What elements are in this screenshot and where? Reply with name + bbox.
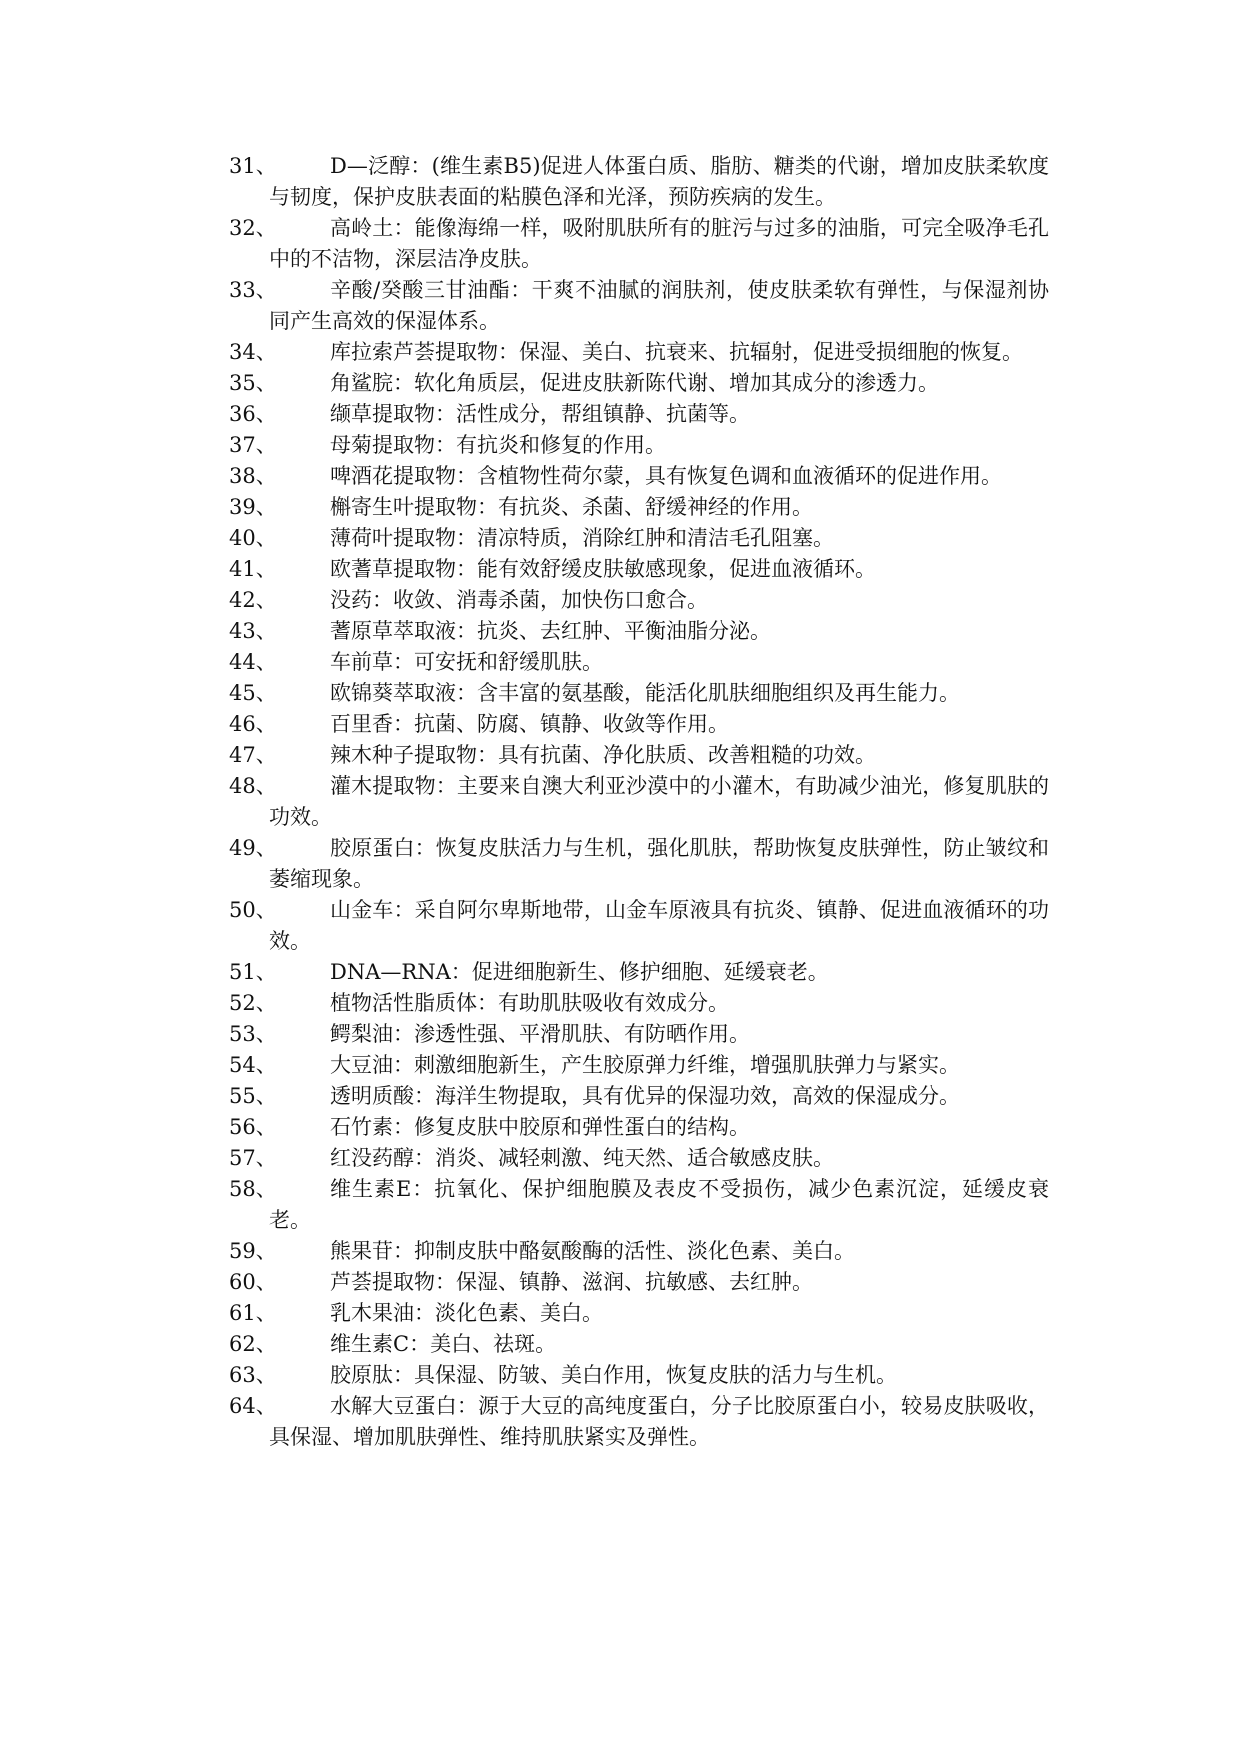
item-text: 芦荟提取物：保湿、镇静、滋润、抗敏感、去红肿。 [330,1270,813,1294]
item-text: 灌木提取物：主要来自澳大利亚沙漠中的小灌木，有助减少油光，修复肌肤的功效。 [269,774,1049,829]
item-number: 39、 [229,495,277,519]
item-number: 63、 [229,1363,277,1387]
list-item [229,554,1049,585]
item-number: 35、 [229,371,277,395]
list-item [229,1050,1049,1081]
item-number: 37、 [229,433,277,457]
item-text: 维生素C：美白、祛斑。 [330,1332,557,1356]
list-item [229,647,1049,678]
item-number: 36、 [229,402,277,426]
list-item [229,213,1049,275]
item-text: 鳄梨油：渗透性强、平滑肌肤、有防晒作用。 [330,1022,750,1046]
item-text: 百里香：抗菌、防腐、镇静、收敛等作用。 [330,712,729,736]
item-number: 33、 [229,278,277,302]
list-item [229,833,1049,895]
list-item [229,492,1049,523]
list-item [229,1360,1049,1391]
item-number: 53、 [229,1022,277,1046]
item-text: 辛酸/癸酸三甘油酯：干爽不油腻的润肤剂，使皮肤柔软有弹性，与保湿剂协同产生高效的保湿体系。 [269,278,1049,333]
list-item [229,368,1049,399]
item-text: D—泛醇：(维生素B5)促进人体蛋白质、脂肪、糖类的代谢，增加皮肤柔软度与韧度，保护皮肤表面的粘膜色泽和光泽，预防疾病的发生。 [269,154,1049,209]
list-item [229,709,1049,740]
list-item [229,740,1049,771]
item-number: 49、 [229,836,277,860]
item-number: 51、 [229,960,277,984]
list-item [229,585,1049,616]
item-text: 红没药醇：消炎、减轻刺激、纯天然、适合敏感皮肤。 [330,1146,834,1170]
list-item [229,1236,1049,1267]
item-text: 欧锦葵萃取液：含丰富的氨基酸，能活化肌肤细胞组织及再生能力。 [330,681,960,705]
list-item [229,1081,1049,1112]
item-number: 60、 [229,1270,277,1294]
item-number: 55、 [229,1084,277,1108]
list-item [229,895,1049,957]
item-text: 欧蓍草提取物：能有效舒缓皮肤敏感现象，促进血液循环。 [330,557,876,581]
item-number: 57、 [229,1146,277,1170]
item-number: 43、 [229,619,277,643]
item-text: 石竹素：修复皮肤中胶原和弹性蛋白的结构。 [330,1115,750,1139]
item-number: 58、 [229,1177,277,1201]
item-text: 槲寄生叶提取物：有抗炎、杀菌、舒缓神经的作用。 [330,495,813,519]
list-item [229,678,1049,709]
item-text: 大豆油：刺激细胞新生，产生胶原弹力纤维，增强肌肤弹力与紧实。 [330,1053,960,1077]
item-number: 31、 [229,154,277,178]
item-text: 熊果苷：抑制皮肤中酪氨酸酶的活性、淡化色素、美白。 [330,1239,855,1263]
item-text: 车前草：可安抚和舒缓肌肤。 [330,650,603,674]
list-item [229,1174,1049,1236]
item-number: 59、 [229,1239,277,1263]
item-text: 辣木种子提取物：具有抗菌、净化肤质、改善粗糙的功效。 [330,743,876,767]
item-text: 高岭土：能像海绵一样，吸附肌肤所有的脏污与过多的油脂，可完全吸净毛孔中的不洁物，深层洁净皮肤。 [269,216,1049,271]
item-text: 透明质酸：海洋生物提取，具有优异的保湿功效，高效的保湿成分。 [330,1084,960,1108]
item-number: 45、 [229,681,277,705]
list-item [229,1112,1049,1143]
item-text: 母菊提取物：有抗炎和修复的作用。 [330,433,666,457]
list-item [229,616,1049,647]
item-number: 56、 [229,1115,277,1139]
item-text: 薄荷叶提取物：清凉特质，消除红肿和清洁毛孔阻塞。 [330,526,834,550]
list-item [229,337,1049,368]
item-number: 52、 [229,991,277,1015]
item-text: 缬草提取物：活性成分，帮组镇静、抗菌等。 [330,402,750,426]
item-number: 41、 [229,557,277,581]
list-item [229,1267,1049,1298]
item-text: DNA—RNA：促进细胞新生、修护细胞、延缓衰老。 [330,960,829,984]
list-item [229,1019,1049,1050]
item-number: 44、 [229,650,277,674]
item-number: 64、 [229,1394,277,1418]
item-number: 46、 [229,712,277,736]
item-number: 61、 [229,1301,277,1325]
item-text: 乳木果油：淡化色素、美白。 [330,1301,603,1325]
list-item [229,151,1049,213]
list-item [229,275,1049,337]
item-number: 48、 [229,774,277,798]
list-item [229,988,1049,1019]
ingredient-list [229,151,1049,1453]
list-item [229,461,1049,492]
item-text: 维生素E：抗氧化、保护细胞膜及表皮不受损伤，减少色素沉淀，延缓皮衰老。 [269,1177,1049,1232]
item-number: 62、 [229,1332,277,1356]
item-number: 50、 [229,898,277,922]
list-item [229,1329,1049,1360]
item-number: 40、 [229,526,277,550]
list-item [229,523,1049,554]
item-number: 38、 [229,464,277,488]
item-text: 啤酒花提取物：含植物性荷尔蒙，具有恢复色调和血液循环的促进作用。 [330,464,1002,488]
item-number: 34、 [229,340,277,364]
list-item [229,399,1049,430]
item-text: 植物活性脂质体：有助肌肤吸收有效成分。 [330,991,729,1015]
list-item [229,1143,1049,1174]
item-text: 没药：收敛、消毒杀菌，加快伤口愈合。 [330,588,708,612]
item-text: 库拉索芦荟提取物：保湿、美白、抗衰来、抗辐射，促进受损细胞的恢复。 [330,340,1023,364]
item-text: 胶原蛋白：恢复皮肤活力与生机，强化肌肤，帮助恢复皮肤弹性，防止皱纹和萎缩现象。 [269,836,1049,891]
list-item [229,430,1049,461]
item-text: 角鲨脘：软化角质层，促进皮肤新陈代谢、增加其成分的渗透力。 [330,371,939,395]
item-text: 山金车：采自阿尔卑斯地带，山金车原液具有抗炎、镇静、促进血液循环的功效。 [269,898,1049,953]
item-text: 水解大豆蛋白：源于大豆的高纯度蛋白，分子比胶原蛋白小，较易皮肤吸收，具保湿、增加肌肤弹性、维持肌肤紧实及弹性。 [269,1394,1049,1449]
item-number: 54、 [229,1053,277,1077]
list-item [229,771,1049,833]
item-number: 42、 [229,588,277,612]
item-text: 胶原肽：具保湿、防皱、美白作用，恢复皮肤的活力与生机。 [330,1363,897,1387]
list-item [229,1391,1049,1453]
item-number: 32、 [229,216,277,240]
list-item [229,957,1049,988]
item-number: 47、 [229,743,277,767]
list-item [229,1298,1049,1329]
item-text: 蓍原草萃取液：抗炎、去红肿、平衡油脂分泌。 [330,619,771,643]
